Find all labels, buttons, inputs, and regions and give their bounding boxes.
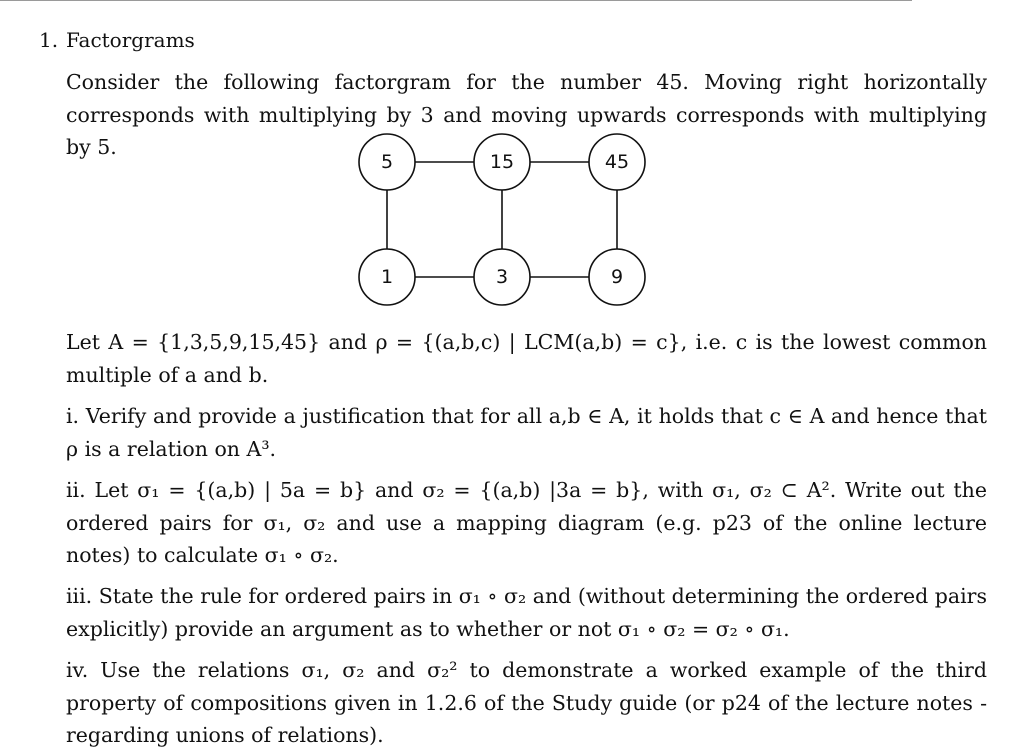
question-iv [66, 654, 987, 752]
node-label-3: 3 [495, 266, 509, 288]
node-label-5: 5 [380, 151, 394, 173]
node-label-1: 1 [380, 266, 394, 288]
question-iii-label: iii. [66, 584, 93, 608]
question-iv-text: Use the relations σ₁, σ₂ and σ₂² to demonstrate a worked example of the third property of compositions given in 1.2.6 of the Study guide (or p24 of the lecture notes - regarding unions of relations). [66, 658, 987, 747]
node-label-45: 45 [604, 151, 630, 173]
question-ii [66, 474, 987, 572]
question-iii-text: State the rule for ordered pairs in σ₁ ∘ σ₂ and (without determining the ordered pairs explicitly) provide an argument as to whether or not σ₁ ∘ σ₂ = σ₂ ∘ σ₁. [66, 584, 987, 641]
intro-paragraph: Consider the following factorgram for the number 45. Moving right horizontally corresponds with multiplying by 3 and moving upwards corresponds with multiplying by 5. [66, 70, 987, 159]
question-ii-text: Let σ₁ = {(a,b) | 5a = b} and σ₂ = {(a,b) |3a = b}, with σ₁, σ₂ ⊂ A². Write out the ordered pairs for σ₁, σ₂ and use a mapping diagram (e.g. p23 of the online lecture notes) to calculate σ₁ ∘ σ₂. [66, 478, 987, 567]
definition-paragraph: Let A = {1,3,5,9,15,45} and ρ = {(a,b,c) | LCM(a,b) = c}, i.e. c is the lowest common multiple of a and b. [66, 330, 987, 387]
question-i-text: Verify and provide a justification that for all a,b ∈ A, it holds that c ∈ A and hence that ρ is a relation on A³. [66, 404, 987, 461]
question-iv-label: iv. [66, 658, 89, 682]
question-iii [66, 580, 987, 645]
question-i [66, 400, 987, 465]
node-label-15: 15 [489, 151, 515, 173]
question-i-label: i. [66, 404, 80, 428]
question-ii-label: ii. [66, 478, 86, 502]
section-number: 1. [39, 28, 59, 52]
section-title: Factorgrams [66, 28, 195, 52]
factorgram-diagram [0, 0, 1024, 330]
node-label-9: 9 [610, 266, 624, 288]
